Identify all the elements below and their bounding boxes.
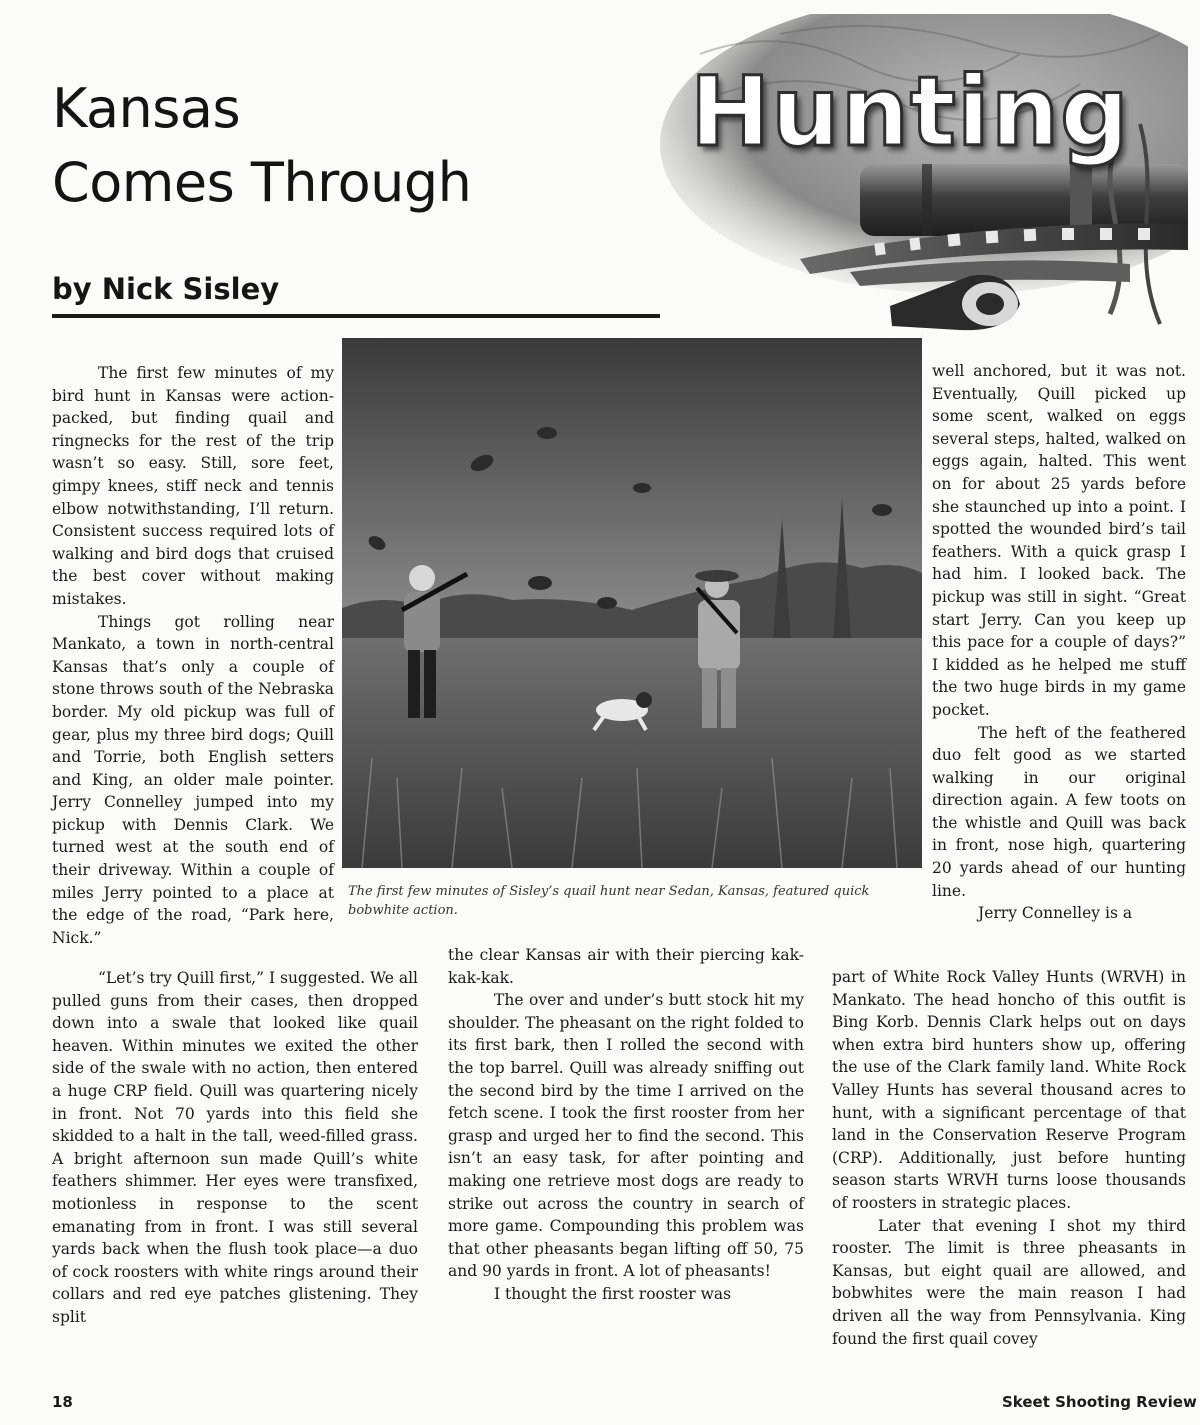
- paragraph-continued: the clear Kansas air with their piercing kak-kak-kak.: [448, 946, 804, 987]
- title-line-1: Kansas: [52, 77, 241, 140]
- hunt-photo-scene: [342, 338, 922, 868]
- article-title: [52, 72, 612, 220]
- paragraph-continued: part of White Rock Valley Hunts (WRVH) in Mankato. The head honcho of this outfit is Bing Korb. Dennis Clark helps out on days when extra bird hunters show up, offering the use of the Clark family land. White Rock Valley Hunts has several thousand acres to hunt, with a significant percentage of that land in the Conservation Reserve Program (CRP). Additionally, just before hunting season starts WRVH turns loose thousands of roosters in strategic places.: [832, 968, 1186, 1212]
- byline: by Nick Sisley: [52, 272, 280, 306]
- title-line-2: Comes Through: [52, 151, 472, 214]
- column-2: [448, 944, 804, 1306]
- paragraph-continued: well anchored, but it was not. Eventually, Quill picked up some scent, walked on eggs several steps, halted, walked on eggs again, halted. This went on for about 25 yards before she staunched up into a point. I spotted the wounded bird’s tail feathers. With a quick grasp I had him. I looked back. The pickup was still in sight. “Great start Jerry. Can you keep up this pace for a couple of days?” I kidded as he helped me stuff the two huge birds in my game pocket.: [932, 362, 1186, 719]
- column-1-lower: [52, 967, 418, 1329]
- paragraph: The heft of the feathered duo felt good as we started walking in our original direction again. A few toots on the whistle and Quill was back in front, nose high, quartering 20 yards ahead of our hunting line.: [932, 723, 1186, 900]
- paragraph: Jerry Connelley is a: [978, 904, 1133, 923]
- hunt-photo: [342, 338, 922, 868]
- paragraph: “Let’s try Quill first,” I suggested. We all pulled guns from their cases, then dropped down into a swale that looked like quail heaven. Within minutes we exited the other side of the swale with no action, then entered a huge CRP field. Quill was quartering nicely in front. Not 70 yards into this field she skidded to a halt in the tall, weed-filled grass. A bright afternoon sun made Quill’s white feathers shimmer. Her eyes were transfixed, motionless in response to the scent emanating from in front. I was still several yards back when the flush took place—a duo of cock roosters with white rings around their collars and red eye patches glistening. They split: [52, 969, 419, 1326]
- paragraph: The over and under’s butt stock hit my shoulder. The pheasant on the right folded to its first bark, then I rolled the second with the top barrel. Quill was already sniffing out the second bird by the time I arrived on the fetch scene. I took the first rooster from her grasp and urged her to find the second. This isn’t an easy task, for after pointing and making one retrieve most dogs are ready to strike out across the country in search of more game. Compounding this problem was that other pheasants began lifting off 50, 75 and 90 yards in front. A lot of pheasants!: [448, 991, 804, 1281]
- paragraph: Things got rolling near Mankato, a town in north-central Kansas that’s only a couple of stone throws south of the Nebraska border. My old pickup was full of gear, plus my three bird dogs; Quill and Torrie, both English setters and King, an older male pointer. Jerry Connelley jumped into my pickup with Dennis Clark. We turned west at the south end of their driveway. Within a couple of miles Jerry pointed to a place at the edge of the road, “Park here, Nick.”: [52, 612, 334, 947]
- column-3-lower: [832, 966, 1186, 1350]
- page-number: 18: [52, 1393, 73, 1411]
- paragraph: The first few minutes of my bird hunt in Kansas were action-packed, but finding quail and ringnecks for the rest of the trip wasn’t so easy. Still, sore feet, gimpy knees, stiff neck and tennis elbow notwithstanding, I’ll return. Consistent success required lots of walking and bird dogs that cruised the best cover without making mistakes.: [52, 364, 334, 608]
- magazine-name: Skeet Shooting Review: [1002, 1393, 1197, 1411]
- paragraph: I thought the first rooster was: [494, 1284, 732, 1303]
- paragraph: Later that evening I shot my third rooster. The limit is three pheasants in Kansas, but eight quail are allowed, and bobwhites were the main reason I had driven all the way from Pennsylvania. King found the first quail covey: [832, 1216, 1186, 1348]
- photo-caption: The first few minutes of Sisley’s quail hunt near Sedan, Kansas, featured quick bobwhite action.: [348, 884, 870, 918]
- column-3-upper: [932, 360, 1186, 925]
- column-1-upper: [52, 362, 334, 949]
- banner-title: Hunting: [690, 56, 1130, 168]
